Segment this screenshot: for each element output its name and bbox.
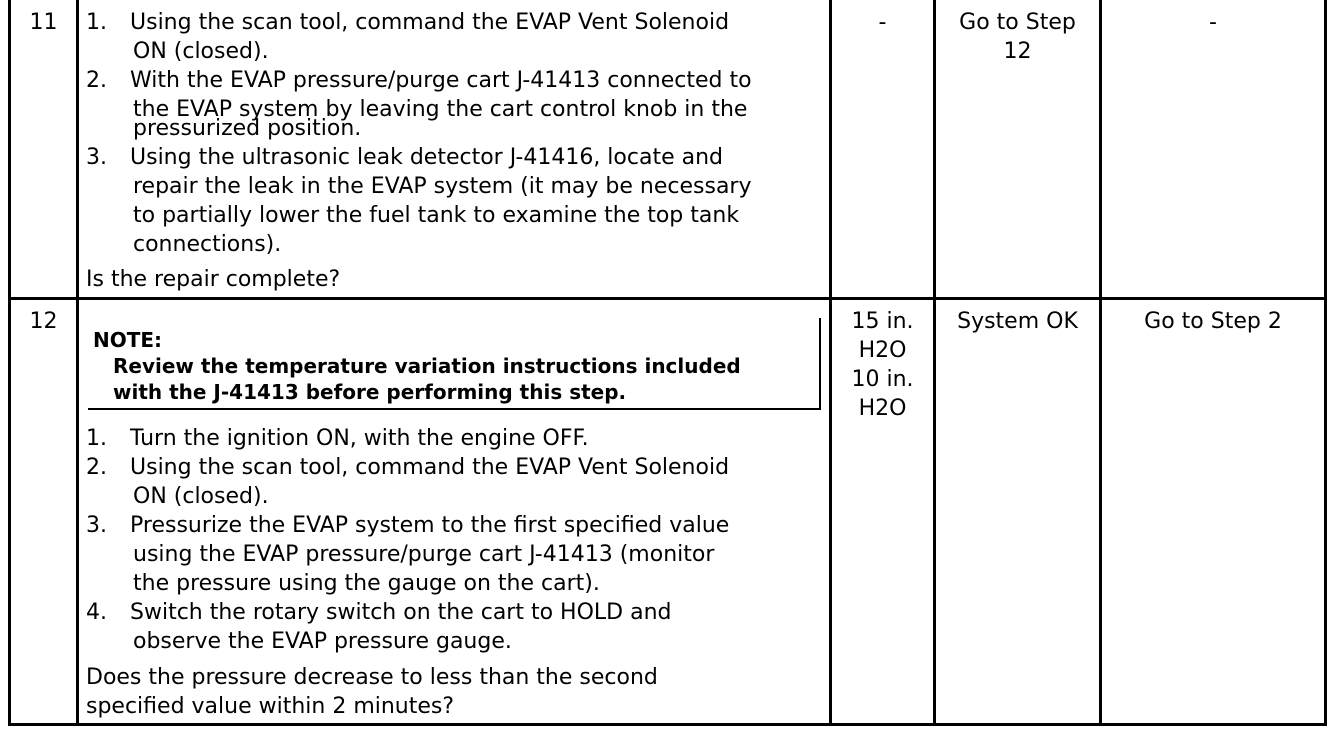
value-cell: -: [878, 10, 887, 35]
column-divider-step: [76, 0, 79, 726]
instruction-text: to partially lower the fuel tank to examine the top tank: [133, 203, 740, 228]
yes-action: Go to Step: [959, 10, 1076, 35]
instruction-text: ON (closed).: [133, 484, 269, 509]
instruction-text: using the EVAP pressure/purge cart J-41413 (monitor: [133, 542, 715, 567]
step-number: 12: [29, 309, 58, 334]
instruction-number: 3.: [86, 145, 107, 170]
note-border-right: [819, 318, 821, 410]
instruction-number: 3.: [86, 513, 107, 538]
table-border-left: [8, 0, 11, 726]
instruction-number: 4.: [86, 600, 107, 625]
table-border-bottom: [8, 723, 1327, 726]
column-divider-yes: [1099, 0, 1102, 726]
instruction-text: With the EVAP pressure/purge cart J-41413 connected to: [130, 68, 752, 93]
instruction-number: 2.: [86, 68, 107, 93]
instruction-text: Using the scan tool, command the EVAP Vent Solenoid: [130, 455, 730, 480]
table-border-right: [1324, 0, 1327, 726]
step-number: 11: [29, 10, 58, 35]
note-text: with the J-41413 before performing this step.: [113, 380, 627, 404]
note-label: NOTE:: [93, 328, 163, 352]
note-border-bottom: [88, 408, 821, 410]
instruction-text: connections).: [133, 232, 282, 257]
question-text: Is the repair complete?: [86, 267, 341, 292]
instruction-text: Switch the rotary switch on the cart to HOLD and: [130, 600, 672, 625]
yes-action: 12: [1003, 39, 1032, 64]
instruction-text: Turn the ignition ON, with the engine OFF.: [130, 426, 589, 451]
instruction-text: Using the scan tool, command the EVAP Vent Solenoid: [130, 10, 730, 35]
instruction-number: 1.: [86, 426, 107, 451]
instruction-text: pressurized position.: [133, 116, 362, 141]
instruction-number: 2.: [86, 455, 107, 480]
instruction-text: observe the EVAP pressure gauge.: [133, 629, 512, 654]
yes-action: System OK: [957, 309, 1078, 334]
instruction-text: the EVAP system by leaving the cart control knob in the: [133, 97, 748, 122]
row-divider: [8, 297, 1327, 300]
instruction-number: 1.: [86, 10, 107, 35]
value-cell: 15 in.: [851, 309, 914, 334]
question-text: Does the pressure decrease to less than the second: [86, 665, 658, 690]
value-cell: H2O: [858, 338, 907, 363]
question-text: specified value within 2 minutes?: [86, 694, 455, 719]
value-cell: H2O: [858, 396, 907, 421]
note-text: Review the temperature variation instructions included: [113, 354, 741, 378]
value-cell: 10 in.: [851, 367, 914, 392]
instruction-text: Pressurize the EVAP system to the first specified value: [130, 513, 730, 538]
instruction-text: the pressure using the gauge on the cart).: [133, 571, 600, 596]
instruction-text: Using the ultrasonic leak detector J-41416, locate and: [130, 145, 724, 170]
column-divider-value: [933, 0, 936, 726]
instruction-text: ON (closed).: [133, 39, 269, 64]
no-action: Go to Step 2: [1144, 309, 1282, 334]
no-action: -: [1209, 10, 1217, 35]
instruction-text: repair the leak in the EVAP system (it may be necessary: [133, 174, 752, 199]
